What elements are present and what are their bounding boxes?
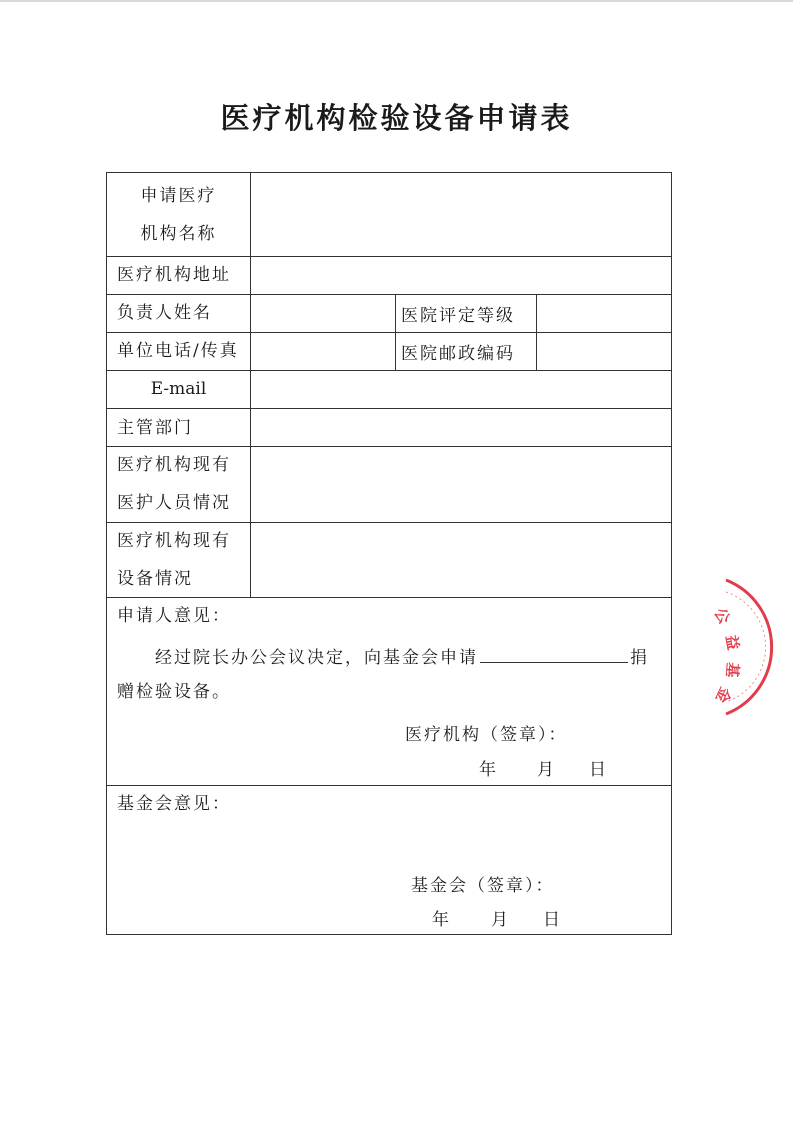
foundation-opinion-label: 基金会意见：: [117, 794, 231, 814]
org-seal-label: 医疗机构（签章）：: [405, 725, 568, 745]
org-name-label-line1: 申请医疗: [140, 186, 217, 206]
foundation-seal-month: 月: [491, 910, 510, 930]
address-field[interactable]: [251, 256, 671, 294]
email-field[interactable]: [251, 370, 671, 408]
grade-label: 医院评定等级: [401, 306, 515, 326]
mid-column-divider: [395, 294, 396, 370]
applicant-statement-pre: 经过院长办公会议决定，向基金会申请: [155, 648, 478, 668]
red-seal-stamp: [690, 572, 790, 722]
postcode-label: 医院邮政编码: [401, 344, 515, 364]
equip-label-line1: 医疗机构现有: [117, 531, 231, 551]
applicant-statement-line2: 赠检验设备。: [117, 682, 231, 702]
seal-char-2: 益: [722, 633, 743, 652]
applicant-statement-post: 捐: [630, 648, 649, 668]
seal-char-1: 公: [710, 605, 734, 628]
org-seal-month: 月: [537, 760, 556, 780]
postcode-field[interactable]: [537, 332, 671, 370]
staff-label-line1: 医疗机构现有: [117, 455, 231, 475]
scan-top-edge: [0, 0, 793, 2]
org-name-label: [107, 177, 250, 253]
address-label: 医疗机构地址: [117, 265, 231, 285]
foundation-seal-label: 基金会（签章）：: [411, 876, 555, 896]
equip-field[interactable]: [251, 522, 671, 597]
org-seal-year: 年: [479, 760, 498, 780]
org-name-label-line2: 机构名称: [140, 224, 217, 244]
seal-char-4: 金: [712, 684, 735, 706]
applicant-opinion-label: 申请人意见：: [117, 606, 231, 626]
dept-label: 主管部门: [117, 418, 193, 438]
equip-label: [117, 522, 231, 598]
org-name-field[interactable]: [251, 173, 671, 256]
grade-field[interactable]: [537, 294, 671, 332]
staff-label-line2: 医护人员情况: [117, 493, 231, 513]
equip-label-line2: 设备情况: [117, 569, 193, 589]
email-label: E-mail: [150, 379, 207, 399]
applicant-statement: [155, 639, 649, 677]
org-seal-day: 日: [589, 760, 608, 780]
foundation-seal-year: 年: [432, 910, 451, 930]
application-form-table: [106, 172, 672, 935]
dept-field[interactable]: [251, 408, 671, 446]
equipment-request-blank[interactable]: [480, 644, 628, 663]
person-label: 负责人姓名: [117, 303, 212, 323]
seal-char-3: 基: [722, 661, 742, 679]
person-field[interactable]: [251, 294, 395, 332]
foundation-seal-day: 日: [543, 910, 562, 930]
document-title: 医疗机构检验设备申请表: [220, 101, 573, 135]
phone-label: 单位电话/传真: [117, 341, 239, 361]
staff-field[interactable]: [251, 446, 671, 522]
phone-field[interactable]: [251, 332, 395, 370]
staff-label: [117, 446, 231, 522]
